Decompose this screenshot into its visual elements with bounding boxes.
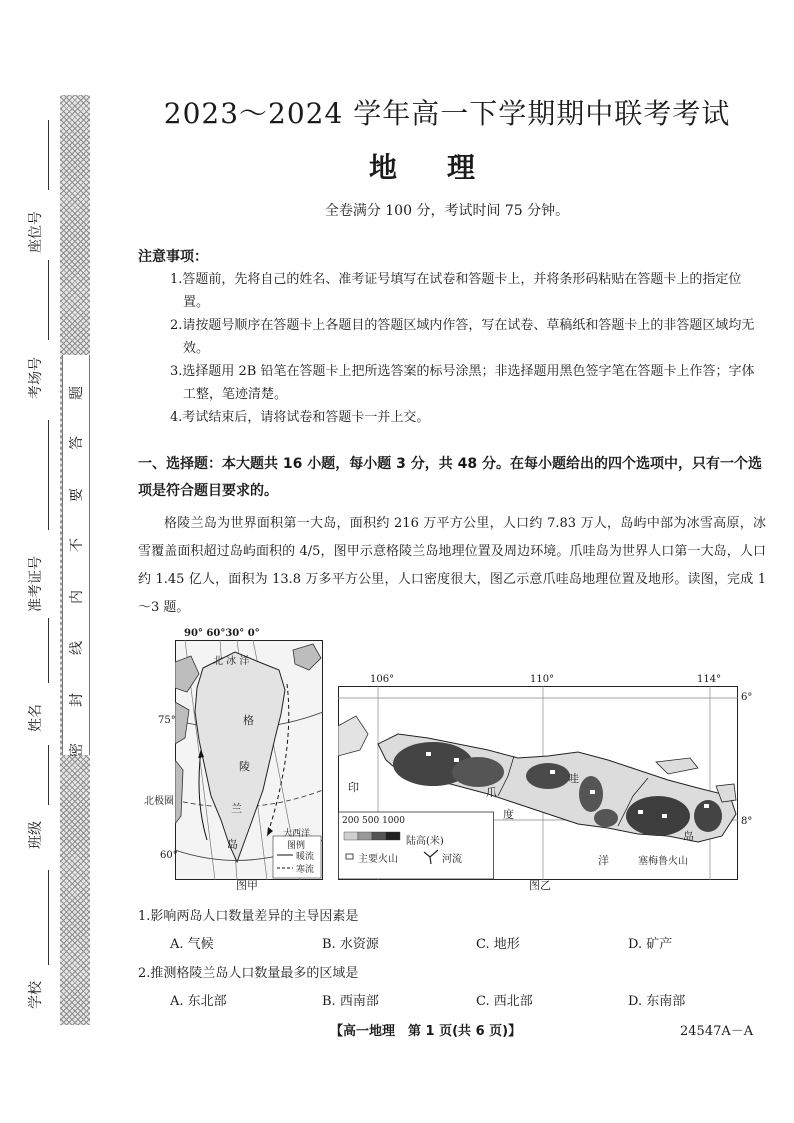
exam-title: 2023～2024 学年高一下学期期中联考考试 (163, 97, 731, 130)
question-option[interactable]: A. 东北部 (170, 994, 227, 1009)
atlantic-label: 大西洋 (283, 829, 311, 839)
legend-title: 图例 (287, 841, 306, 851)
seat-no-label: 座位号 (28, 211, 44, 253)
notice-item: 4.考试结束后，请将试卷和答题卡一并上交。 (170, 410, 430, 425)
lon-114-label: 114° (697, 674, 722, 685)
question-option[interactable]: D. 东南部 (628, 994, 686, 1009)
notice-list (170, 268, 762, 429)
java-char: 岛 (683, 830, 694, 843)
question-option[interactable]: B. 水资源 (322, 937, 379, 952)
question-option[interactable]: A. 气候 (170, 937, 214, 952)
arctic-circle-label: 北极圈 (144, 796, 174, 807)
seal-char: 内 (69, 590, 85, 604)
name-label: 姓名 (28, 704, 44, 732)
legend-scale: 200 500 1000 (342, 816, 405, 826)
greenland-char: 岛 (227, 838, 238, 851)
lat-8-label: 8° (741, 816, 753, 827)
arctic-ocean-label: 北 冰 洋 (213, 656, 250, 667)
lat-6-label: 6° (741, 692, 753, 703)
class-line[interactable] (48, 745, 49, 805)
legend-elevation: 陆高(米) (406, 836, 444, 847)
seal-char: 密 (69, 743, 85, 757)
passage: 格陵兰岛为世界面积第一大岛，面积约 216 万平方公里，人口约 7.83 万人，岛屿中部为冰雪高原，冰雪覆盖面积超过岛屿面积的 4/5，图甲示意格陵兰岛地理位置及周边环境。爪哇岛为世界人口第一大岛，人口约 1.45 亿人，面积为 13.8 万多平方公里，人口密度很大，图乙示意爪哇岛地理位置及地形。读图，完成 1～3 题。 (138, 516, 766, 615)
lon-106-label: 106° (370, 674, 395, 685)
legend-warm: 暖流 (296, 852, 315, 862)
name-line[interactable] (48, 618, 49, 683)
seal-char: 要 (69, 488, 85, 502)
figure-yi-caption: 图乙 (529, 879, 551, 892)
notice-heading: 注意事项： (138, 249, 208, 265)
seal-char: 不 (69, 538, 85, 552)
lat-75-label: 75° (158, 715, 176, 726)
exam-room-line[interactable] (48, 260, 49, 340)
greenland-char: 兰 (231, 802, 242, 815)
semeru-label: 塞梅鲁火山 (638, 856, 688, 867)
admission-no-line[interactable] (48, 420, 49, 530)
lon-110-label: 110° (530, 674, 555, 685)
seal-char: 答 (69, 436, 85, 450)
school-label: 学校 (28, 981, 44, 1009)
figure-jia-caption: 图甲 (236, 879, 258, 892)
question-option[interactable]: D. 矿产 (628, 937, 673, 952)
notice-item: 3.选择题用 2B 铅笔在答题卡上把所选答案的标号涂黑；非选择题用黑色签字笔在答题卡上作答；字体工整，笔迹清楚。 (170, 364, 755, 402)
seal-char: 线 (69, 641, 85, 655)
seat-no-line[interactable] (48, 120, 49, 190)
paper-code: 24547A－A (680, 1024, 754, 1039)
seal-line-box (62, 355, 90, 755)
figure-java-map (338, 686, 738, 880)
subject-title: 地理 (368, 151, 525, 184)
notice-item: 1.答题前，先将自己的姓名、准考证号填写在试卷和答题卡上，并将条形码粘贴在答题卡上的指定位置。 (170, 272, 742, 310)
java-map-svg (338, 686, 738, 880)
jia-lon-labels: 90° 60°30° 0° (184, 628, 260, 639)
question-option[interactable]: C. 西北部 (476, 994, 533, 1009)
legend-cold: 寒流 (296, 865, 315, 875)
seal-char: 题 (69, 386, 85, 400)
class-label: 班级 (28, 821, 44, 849)
exam-room-label: 考场号 (28, 357, 44, 399)
ocean-char: 度 (503, 808, 514, 821)
notice-item: 2.请按题号顺序在答题卡上各题目的答题区域内作答，写在试卷、草稿纸和答题卡上的非答题区域均无效。 (170, 318, 755, 356)
question-option[interactable]: C. 地形 (476, 937, 520, 952)
lat-60-label: 60° (160, 850, 178, 861)
question-stem: 2.推测格陵兰岛人口数量最多的区域是 (138, 966, 359, 981)
question-option[interactable]: B. 西南部 (322, 994, 379, 1009)
admission-no-label: 准考证号 (28, 556, 44, 612)
exam-meta: 全卷满分 100 分，考试时间 75 分钟。 (324, 203, 570, 219)
java-char: 爪 (486, 786, 497, 799)
legend-river: 河流 (442, 854, 462, 865)
greenland-char: 格 (243, 714, 254, 727)
java-char: 哇 (568, 772, 579, 785)
section-heading: 一、选择题：本大题共 16 小题，每小题 3 分，共 48 分。在每小题给出的四个选项中，只有一个选项是符合题目要求的。 (138, 456, 762, 499)
figure-greenland-map (175, 640, 323, 880)
greenland-char: 陵 (239, 760, 250, 773)
school-line[interactable] (48, 870, 49, 965)
question-stem: 1.影响两岛人口数量差异的主导因素是 (138, 909, 359, 924)
ocean-char: 洋 (598, 854, 609, 867)
page-footer: 【高一地理 第 1 页(共 6 页)】 (330, 1024, 522, 1039)
seal-char: 封 (69, 693, 85, 707)
ocean-char: 印 (348, 781, 359, 794)
legend-volcano: 主要火山 (358, 854, 398, 865)
